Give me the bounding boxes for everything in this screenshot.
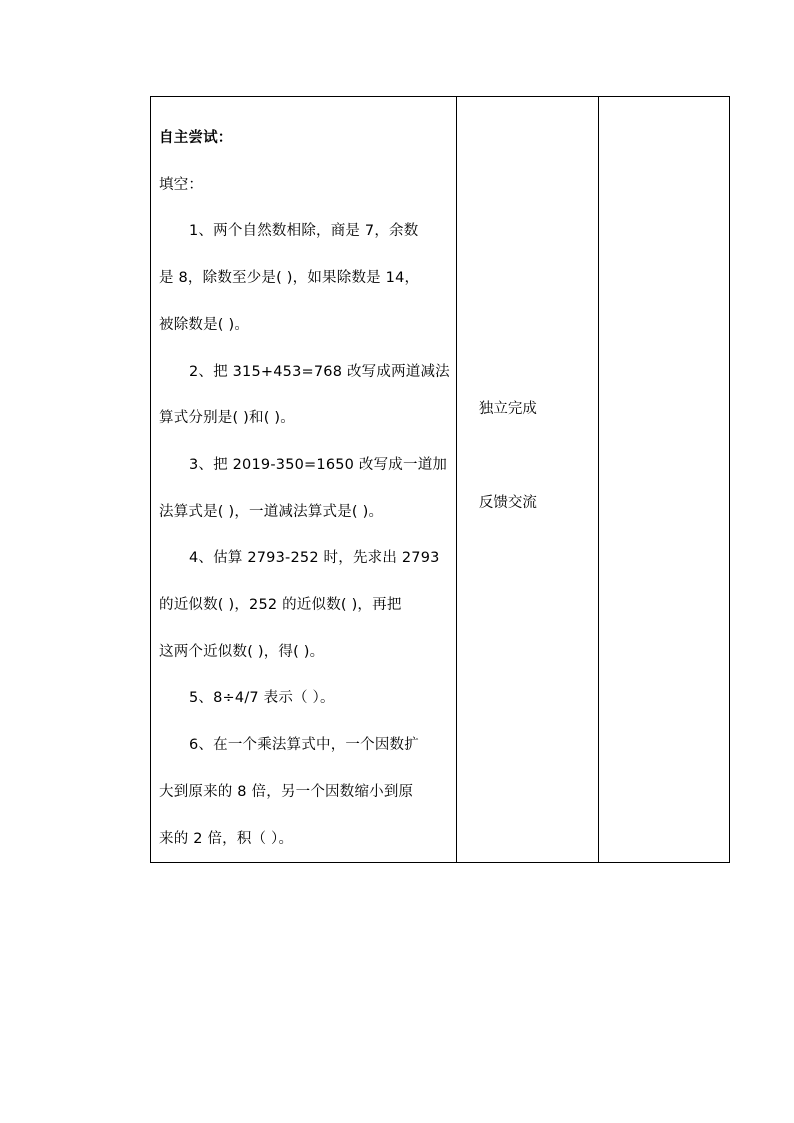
activity-feedback: 反馈交流 [478,495,537,511]
notes-cell [598,97,729,863]
question-6-line-2: 大到原来的 8 倍，另一个因数缩小到原 [159,783,414,800]
lesson-table [150,96,730,863]
question-4-line-2: 的近似数( )，252 的近似数( )，再把 [159,597,402,614]
question-3-line-1: 3、把 2019-350=1650 改写成一道加 [189,456,448,473]
question-6-line-3: 来的 2 倍，积（ ）。 [159,830,294,847]
question-4-line-3: 这两个近似数( )，得( )。 [159,643,325,660]
question-1-line-3: 被除数是( )。 [159,316,250,333]
question-1-line-2: 是 8，除数至少是( )，如果除数是 14， [159,270,420,287]
section-heading: 自主尝试： [159,130,233,146]
exercise-content [151,97,456,862]
activity-independent: 独立完成 [478,401,537,417]
question-6-line-1: 6、在一个乘法算式中，一个因数扩 [189,737,419,754]
question-1-line-1: 1、两个自然数相除，商是 7，余数 [189,223,419,240]
question-4-line-1: 4、估算 2793-252 时，先求出 2793 [189,550,440,567]
question-5-line-1: 5、8÷4/7 表示（ ）。 [189,690,335,707]
question-3-line-2: 法算式是( )，一道减法算式是( )。 [159,503,384,520]
question-2-line-1: 2、把 315+453=768 改写成两道减法 [189,363,450,380]
table-row [151,97,730,863]
instruction-text: 填空： [159,176,204,193]
student-activity-cell [456,97,598,863]
question-2-line-2: 算式分别是( )和( )。 [159,410,295,427]
exercise-cell [151,97,457,863]
